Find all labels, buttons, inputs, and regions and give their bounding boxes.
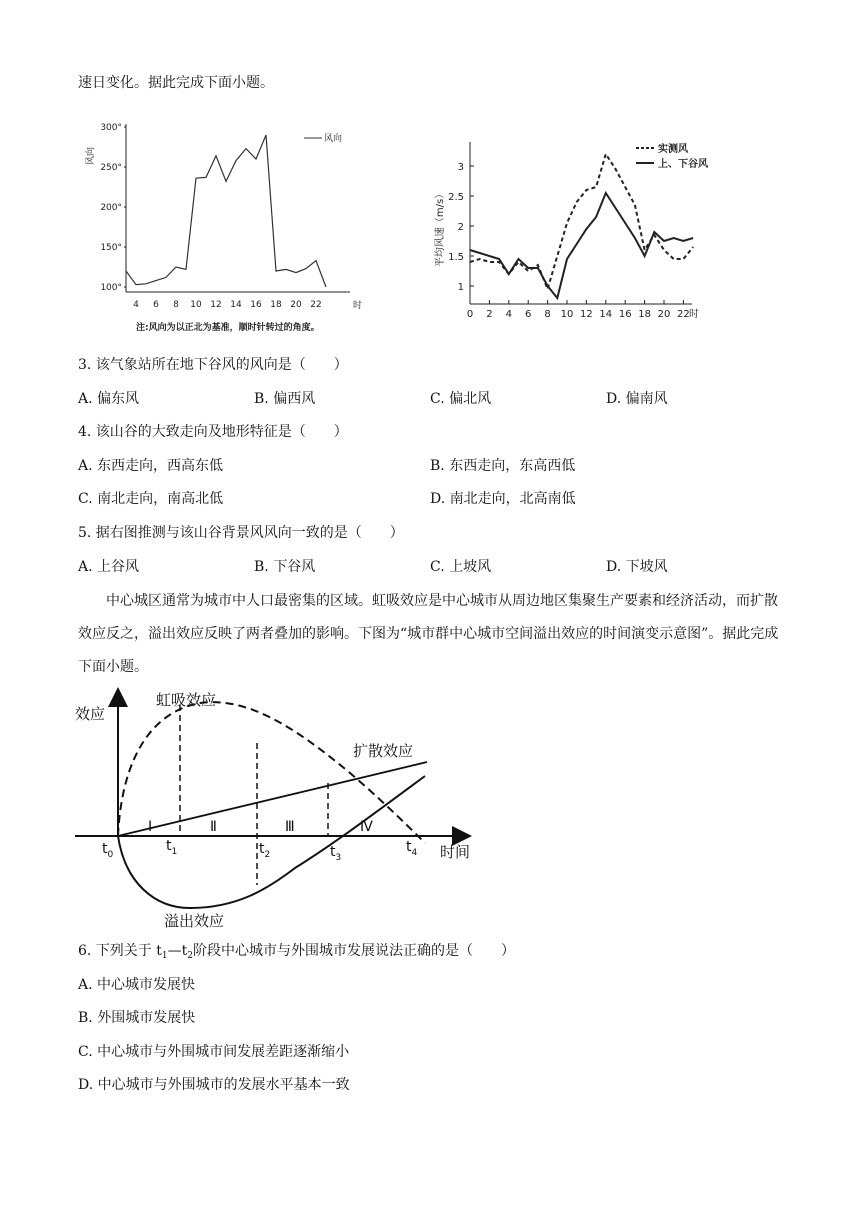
- y-tick-label: 2.5: [448, 192, 464, 203]
- x-tick-label: 4: [505, 309, 512, 320]
- y-tick-label: 300°: [100, 123, 122, 133]
- y-tick-label: 1.5: [448, 252, 464, 263]
- x-tick-label: 20: [290, 300, 302, 310]
- x-tick-label: 14: [230, 300, 242, 310]
- spillover-effect-diagram: [70, 683, 490, 933]
- passage: 中心城区通常为城市中人口最密集的区域。虹吸效应是中心城市从周边地区集聚生产要素和经济活动，而扩散效应反之，溢出效应反映了两者叠加的影响。下图为“城市群中心城市空间溢出效应的时间演变示意图”。据此完成下面小题。: [78, 593, 779, 675]
- q3-option-d: D. 偏南风: [606, 391, 668, 407]
- x-axis-unit: 时: [353, 301, 363, 311]
- x-tick-label: 16: [250, 300, 262, 310]
- q4-option-d: D. 南北走向，北高南低: [430, 491, 576, 507]
- x-tick-label: 8: [173, 300, 179, 310]
- y-tick-label: 3: [457, 162, 464, 173]
- time-point-t2: $t_2$: [259, 841, 271, 860]
- x-tick-label: 10: [560, 309, 574, 320]
- stage-label-4: Ⅳ: [360, 819, 373, 835]
- q4-stem: 4. 该山谷的大致走向及地形特征是（ ）: [78, 424, 348, 440]
- q6-option-d: D. 中心城市与外围城市的发展水平基本一致: [78, 1077, 350, 1093]
- x-tick-label: 10: [190, 300, 202, 310]
- spillover-effect-curve: [118, 776, 425, 908]
- y-tick-label: 150°: [100, 243, 122, 253]
- x-tick-label: 4: [133, 300, 139, 310]
- time-point-t3: $t_3$: [330, 844, 342, 863]
- legend-label-wind-direction: 风向: [324, 134, 343, 144]
- y-tick-label: 200°: [100, 203, 122, 213]
- spillover-effect-label: 溢出效应: [164, 912, 225, 930]
- x-tick-label: 14: [599, 309, 613, 320]
- y-tick-label: 1: [457, 282, 464, 293]
- valley-wind-series-line: [470, 193, 693, 298]
- y-tick-label: 250°: [100, 163, 122, 173]
- x-tick-label: 12: [580, 309, 593, 320]
- q3-stem: 3. 该气象站所在地下谷风的风向是（ ）: [78, 357, 348, 373]
- y-axis-label: 效应: [75, 705, 106, 723]
- intro-text: 速日变化。据此完成下面小题。: [78, 75, 274, 91]
- x-tick-label: 12: [210, 300, 222, 310]
- x-tick-label: 0: [466, 309, 474, 320]
- legend-label-measured: 实测风: [658, 144, 688, 155]
- siphon-effect-curve: [118, 702, 425, 843]
- q5-option-a: A. 上谷风: [78, 559, 140, 575]
- measured-wind-series-line: [470, 154, 693, 289]
- stage-label-2: Ⅱ: [210, 819, 217, 835]
- q4-option-c: C. 南北走向，南高北低: [78, 491, 224, 507]
- q4-option-a: A. 东西走向，西高东低: [78, 458, 224, 474]
- x-tick-label: 20: [657, 309, 671, 320]
- stage-label-1: Ⅰ: [148, 819, 153, 835]
- q6-stem: 6. 下列关于 $t_1—t_2$阶段中心城市与外围城市发展说法正确的是（ ）: [78, 943, 515, 961]
- x-tick-label: 16: [618, 309, 632, 320]
- x-tick-label: 6: [153, 300, 159, 310]
- q3-option-c: C. 偏北风: [430, 391, 492, 407]
- q6-option-c: C. 中心城市与外围城市间发展差距逐渐缩小: [78, 1044, 350, 1060]
- x-tick-label: 8: [544, 309, 551, 320]
- x-axis-label: 时间: [440, 843, 471, 861]
- x-tick-label: 22: [677, 309, 690, 320]
- x-tick-label: 6: [525, 309, 532, 320]
- q5-option-b: B. 下谷风: [254, 559, 316, 575]
- legend-label-valley-wind: 上、下谷风: [658, 159, 708, 170]
- q3-option-a: A. 偏东风: [78, 391, 140, 407]
- y-tick-label: 2: [457, 222, 464, 233]
- siphon-effect-label: 虹吸效应: [156, 691, 217, 709]
- time-point-t4: $t_4$: [406, 839, 418, 858]
- q6-option-b: B. 外围城市发展快: [78, 1010, 196, 1026]
- q4-option-b: B. 东西走向，东高西低: [430, 458, 576, 474]
- wind-direction-series-line: [126, 135, 326, 287]
- x-tick-label: 22: [310, 300, 322, 310]
- q5-stem: 5. 据右图推测与该山谷背景风风向一致的是（ ）: [78, 525, 404, 541]
- x-tick-label: 18: [638, 309, 651, 320]
- diffusion-effect-label: 扩散效应: [353, 742, 414, 760]
- stage-label-3: Ⅲ: [285, 819, 295, 835]
- q5-option-d: D. 下坡风: [606, 559, 668, 575]
- y-axis-label: 平均风速（m/s）: [435, 188, 446, 268]
- x-tick-label: 2: [486, 309, 493, 320]
- wind-direction-chart: [78, 116, 378, 341]
- q5-option-c: C. 上坡风: [430, 559, 492, 575]
- q6-option-a: A. 中心城市发展快: [78, 977, 196, 993]
- y-axis-label: 风向: [86, 146, 96, 166]
- wind-speed-chart: [430, 136, 720, 326]
- time-point-t0: $t_0$: [102, 841, 114, 860]
- q3-option-b: B. 偏西风: [254, 391, 316, 407]
- x-tick-label: 18: [270, 300, 282, 310]
- x-axis-unit: 时: [689, 309, 699, 320]
- chart-note: 注:风向为以正北为基准，顺时针转过的角度。: [136, 323, 320, 333]
- time-point-t1: $t_1$: [166, 838, 178, 857]
- y-tick-label: 100°: [100, 283, 122, 293]
